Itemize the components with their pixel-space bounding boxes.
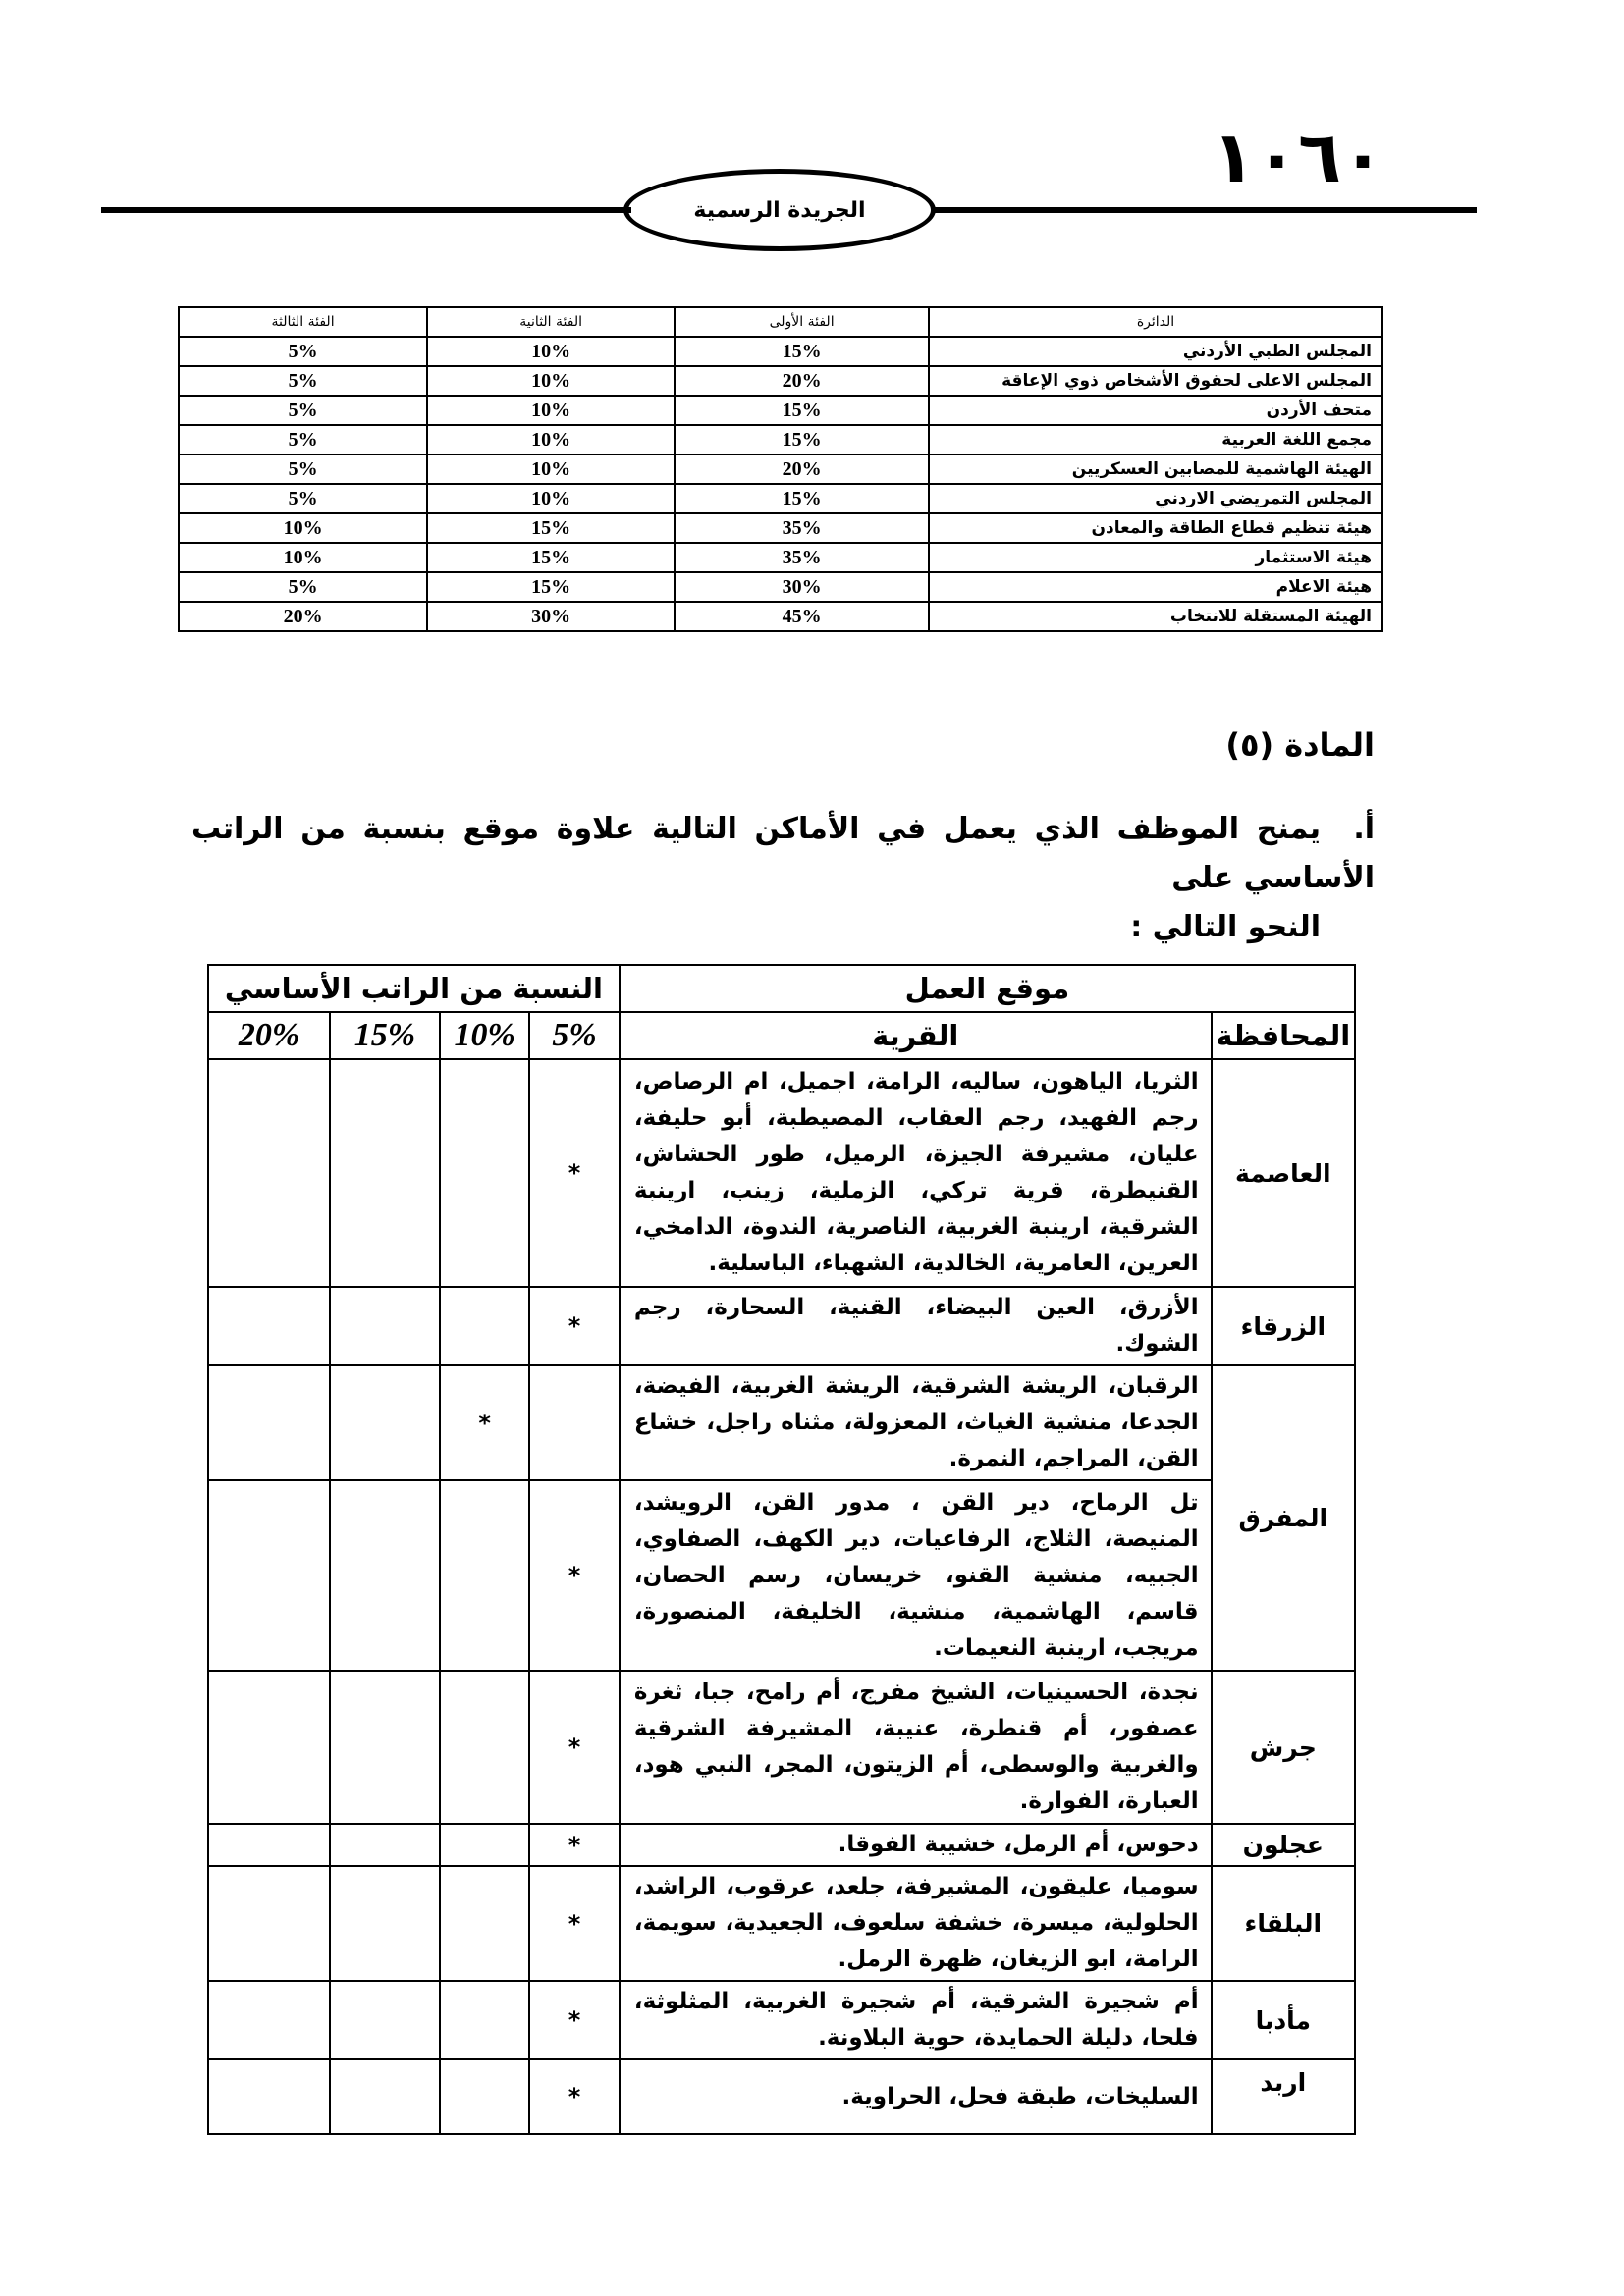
- table-row: [179, 425, 1382, 454]
- category-1-value: 30%: [675, 572, 929, 602]
- mark-5: *: [529, 1866, 619, 1981]
- category-1-value: 20%: [675, 366, 929, 396]
- table-row: [179, 602, 1382, 631]
- governorate: العاصمة: [1212, 1059, 1355, 1287]
- col-department: الدائرة: [929, 307, 1382, 337]
- location-allowance-table: [207, 964, 1356, 2135]
- mark-5: *: [529, 1287, 619, 1365]
- empty-cell: [330, 1287, 440, 1365]
- empty-cell: [208, 1824, 330, 1866]
- paragraph-text-line1: يمنح الموظف الذي يعمل في الأماكن التالية علاوة موقع بنسبة من الراتب الأساسي على: [191, 812, 1375, 895]
- villages: أم شجيرة الشرقية، أم شجيرة الغربية، المثلوثة، فلحا، دليلة الحمايدة، حوية البلاونة.: [620, 1981, 1212, 2059]
- villages: السليخات، طبقة فحل، الحراوية.: [620, 2059, 1212, 2134]
- department-name: هيئة الاستثمار: [929, 543, 1382, 572]
- table-row: [208, 1480, 1355, 1671]
- empty-cell: [208, 1365, 330, 1480]
- paragraph-label: أ.: [1353, 812, 1375, 846]
- empty-cell: [330, 1365, 440, 1480]
- empty-cell: [440, 1866, 529, 1981]
- table-row: [179, 396, 1382, 425]
- department-name: هيئة تنظيم قطاع الطاقة والمعادن: [929, 513, 1382, 543]
- header-work-location: موقع العمل: [620, 965, 1355, 1012]
- empty-cell: [440, 2059, 529, 2134]
- table-row: [208, 1365, 1355, 1480]
- category-3-value: 10%: [179, 543, 427, 572]
- departments-allowance-table: [178, 306, 1383, 632]
- table-row: [208, 1866, 1355, 1981]
- header-rule-right: [931, 207, 1477, 213]
- villages: تل الرماح، دير القن ، مدور القن، الرويشد، المنيصة، الثلاج، الرفاعيات، دير الكهف، الصفاوي، الجبيه، منشية القنو، خريسان، رسم الحصان، قاسم، الهاشمية، منشية، الخليفة، المنصورة، مريجب، ارينبة النعيمات.: [620, 1480, 1212, 1671]
- category-1-value: 15%: [675, 425, 929, 454]
- governorate: جرش: [1212, 1671, 1355, 1824]
- category-2-value: 10%: [427, 425, 675, 454]
- empty-cell: [440, 1671, 529, 1824]
- table-row: [179, 484, 1382, 513]
- mark-10: *: [440, 1365, 529, 1480]
- empty-cell: [330, 2059, 440, 2134]
- empty-cell: [208, 1866, 330, 1981]
- table-header-row: [179, 307, 1382, 337]
- col-pct-5: 5%: [529, 1012, 619, 1059]
- table-row: [179, 366, 1382, 396]
- department-name: الهيئة المستقلة للانتخاب: [929, 602, 1382, 631]
- table-row: [208, 1824, 1355, 1866]
- journal-title: الجريدة الرسمية: [693, 197, 866, 223]
- villages: سوميا، عليقون، المشيرفة، جلعد، عرقوب، الراشد، الحلولية، ميسرة، خشفة سلعوف، الجعيدية، سويمة، الرامة، ابو الزيغان، ظهرة الرمل.: [620, 1866, 1212, 1981]
- table-row: [179, 454, 1382, 484]
- table-row: [179, 337, 1382, 366]
- mark-5: *: [529, 1981, 619, 2059]
- mark-5: *: [529, 1059, 619, 1287]
- category-3-value: 5%: [179, 337, 427, 366]
- governorate: البلقاء: [1212, 1866, 1355, 1981]
- col-category-3: الفئة الثالثة: [179, 307, 427, 337]
- empty-cell: [208, 1287, 330, 1365]
- col-governorate: المحافظة: [1212, 1012, 1355, 1059]
- governorate: اربد: [1212, 2059, 1355, 2134]
- department-name: هيئة الاعلام: [929, 572, 1382, 602]
- empty-cell: [440, 1480, 529, 1671]
- governorate: مأدبا: [1212, 1981, 1355, 2059]
- empty-cell: [330, 1059, 440, 1287]
- category-3-value: 5%: [179, 572, 427, 602]
- table-row: [179, 513, 1382, 543]
- category-3-value: 5%: [179, 425, 427, 454]
- department-name: مجمع اللغة العربية: [929, 425, 1382, 454]
- empty-cell: [208, 1059, 330, 1287]
- empty-cell: [330, 1981, 440, 2059]
- empty-cell: [208, 2059, 330, 2134]
- header-salary-ratio: النسبة من الراتب الأساسي: [208, 965, 620, 1012]
- governorate: الزرقاء: [1212, 1287, 1355, 1365]
- category-2-value: 15%: [427, 543, 675, 572]
- category-3-value: 10%: [179, 513, 427, 543]
- empty-cell: [440, 1287, 529, 1365]
- category-1-value: 20%: [675, 454, 929, 484]
- category-3-value: 5%: [179, 366, 427, 396]
- category-2-value: 30%: [427, 602, 675, 631]
- col-category-1: الفئة الأولى: [675, 307, 929, 337]
- empty-cell: [208, 1671, 330, 1824]
- empty-cell: [440, 1824, 529, 1866]
- category-2-value: 15%: [427, 572, 675, 602]
- page-number: ١٠٦٠: [1212, 116, 1384, 198]
- category-2-value: 10%: [427, 366, 675, 396]
- empty-cell: [330, 1480, 440, 1671]
- category-1-value: 45%: [675, 602, 929, 631]
- table-header-row: [208, 965, 1355, 1012]
- category-1-value: 15%: [675, 484, 929, 513]
- villages: دحوس، أم الرمل، خشيبة الفوقا.: [620, 1824, 1212, 1866]
- table-row: [208, 1671, 1355, 1824]
- category-2-value: 10%: [427, 454, 675, 484]
- category-1-value: 35%: [675, 543, 929, 572]
- empty-cell: [330, 1866, 440, 1981]
- category-3-value: 20%: [179, 602, 427, 631]
- department-name: المجلس الاعلى لحقوق الأشخاص ذوي الإعاقة: [929, 366, 1382, 396]
- col-village: القرية: [620, 1012, 1212, 1059]
- category-3-value: 5%: [179, 484, 427, 513]
- col-pct-20: 20%: [208, 1012, 330, 1059]
- mark-5: *: [529, 2059, 619, 2134]
- empty-cell: [208, 1480, 330, 1671]
- table-row: [208, 1059, 1355, 1287]
- page-header: [0, 0, 1624, 255]
- paragraph-text-line2: النحو التالي :: [1130, 910, 1321, 944]
- empty-cell: [529, 1365, 619, 1480]
- mark-5: *: [529, 1480, 619, 1671]
- col-pct-10: 10%: [440, 1012, 529, 1059]
- empty-cell: [330, 1824, 440, 1866]
- mark-5: *: [529, 1671, 619, 1824]
- governorate: عجلون: [1212, 1824, 1355, 1866]
- table-row: [179, 572, 1382, 602]
- table-subheader-row: [208, 1012, 1355, 1059]
- table-row: [208, 1287, 1355, 1365]
- category-2-value: 10%: [427, 484, 675, 513]
- category-1-value: 35%: [675, 513, 929, 543]
- table-row: [179, 543, 1382, 572]
- villages: الأزرق، العين البيضاء، القنية، السحارة، رجم الشوك.: [620, 1287, 1212, 1365]
- empty-cell: [208, 1981, 330, 2059]
- category-1-value: 15%: [675, 396, 929, 425]
- article-paragraph: [191, 805, 1375, 952]
- department-name: المجلس الطبي الأردني: [929, 337, 1382, 366]
- table-row: [208, 1981, 1355, 2059]
- villages: نجدة، الحسينيات، الشيخ مفرج، أم رامح، جبا، ثغرة عصفور، أم قنطرة، عنيبة، المشيرفة الشرقية والغربية والوسطى، أم الزيتون، المجر، النبي هود، العبارة، الفوارة.: [620, 1671, 1212, 1824]
- mark-5: *: [529, 1824, 619, 1866]
- journal-title-oval: [623, 169, 936, 251]
- col-pct-15: 15%: [330, 1012, 440, 1059]
- header-rule-left: [101, 207, 631, 213]
- category-3-value: 5%: [179, 396, 427, 425]
- empty-cell: [440, 1981, 529, 2059]
- category-1-value: 15%: [675, 337, 929, 366]
- department-name: الهيئة الهاشمية للمصابين العسكريين: [929, 454, 1382, 484]
- empty-cell: [440, 1059, 529, 1287]
- empty-cell: [330, 1671, 440, 1824]
- article-title: المادة (٥): [1225, 726, 1375, 764]
- category-2-value: 10%: [427, 396, 675, 425]
- category-2-value: 10%: [427, 337, 675, 366]
- department-name: متحف الأردن: [929, 396, 1382, 425]
- col-category-2: الفئة الثانية: [427, 307, 675, 337]
- department-name: المجلس التمريضي الاردني: [929, 484, 1382, 513]
- governorate: المفرق: [1212, 1365, 1355, 1671]
- villages: الثريا، الياهون، ساليه، الرامة، اجميل، ام الرصاص، رجم الفهيد، رجم العقاب، المصيطبة، أبو حليفة، عليان، مشيرفة الجيزة، الرميل، طور الحشاش، القنيطرة، قرية تركي، الزملية، زينب، ارينبة الشرقية، ارينبة الغربية، الناصرية، الندوة، الدامخي، العرين، العامرية، الخالدية، الشهباء، الباسلية.: [620, 1059, 1212, 1287]
- table-row: [208, 2059, 1355, 2134]
- category-3-value: 5%: [179, 454, 427, 484]
- category-2-value: 15%: [427, 513, 675, 543]
- villages: الرقبان، الريشة الشرقية، الريشة الغربية، الفيضة، الجدعا، منشية الغياث، المعزولة، مثناه راجل، خشاع القن، المراجم، النمرة.: [620, 1365, 1212, 1480]
